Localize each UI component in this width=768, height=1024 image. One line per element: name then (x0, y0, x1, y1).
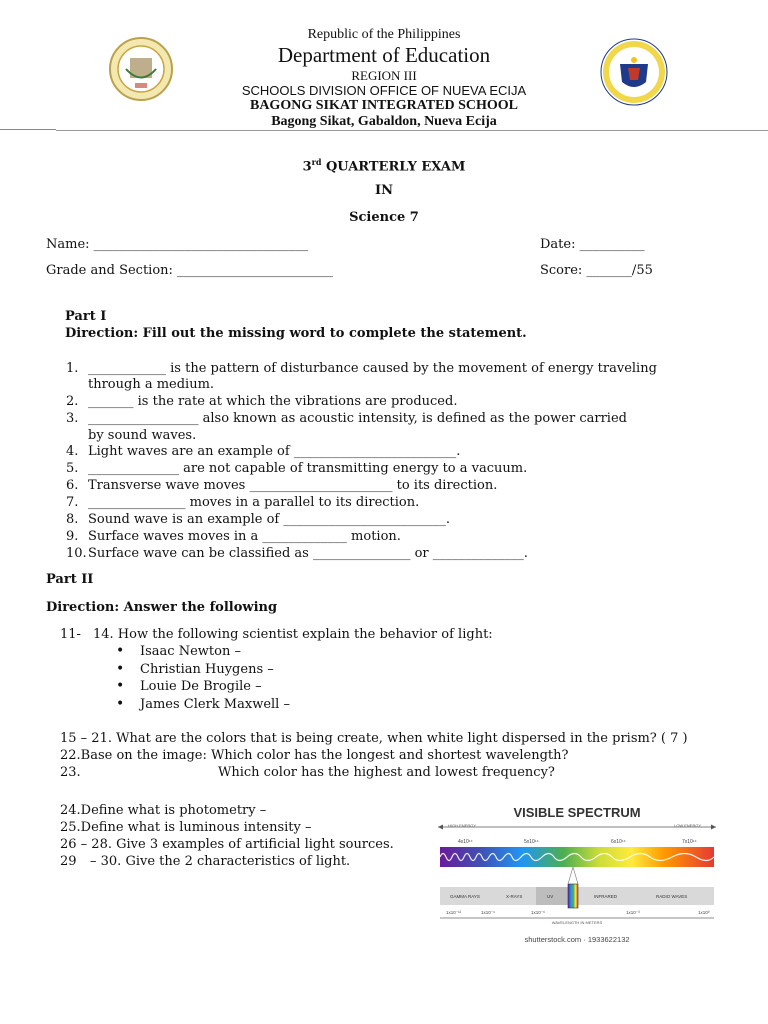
date-field[interactable]: Date: __________ (540, 237, 645, 252)
header-divider (0, 129, 56, 130)
question-11-14: 14. How the following scientist explain the behavior of light: (93, 627, 493, 642)
part1-direction: Direction: Fill out the missing word to complete the statement. (65, 326, 527, 341)
list-item: _______ is the rate at which the vibrations are produced. (88, 394, 458, 409)
republic-header: Republic of the Philippines (307, 27, 461, 42)
scientist-list (116, 644, 290, 714)
item-number: 8. (66, 512, 79, 527)
item-number: 9. (66, 529, 79, 544)
score-field[interactable]: Score: _______/55 (540, 263, 653, 278)
item-number: 5. (66, 461, 79, 476)
region-label: REGION III (351, 68, 417, 83)
axis-label: WAVELENGTH IN METERS (551, 920, 603, 925)
tick-label: 1x10⁰ (698, 910, 710, 915)
item-number: 7. (66, 495, 79, 510)
list-item: ______________ are not capable of transmitting energy to a vacuum. (88, 461, 528, 476)
list-item: • James Clerk Maxwell – (116, 697, 290, 715)
school-address: Bagong Sikat, Gabaldon, Nueva Ecija (271, 114, 497, 129)
list-item: • Louie De Brogile – (116, 679, 290, 697)
question-26-28: 26 – 28. Give 3 examples of artificial light sources. (60, 837, 394, 852)
part2-direction: Direction: Answer the following (46, 600, 278, 615)
tick-label: 5x10¹⁴ (524, 839, 539, 845)
question-25: 25.Define what is luminous intensity – (60, 820, 312, 835)
tick-label: 7x10¹⁴ (682, 839, 697, 845)
item-number: 4. (66, 444, 79, 459)
item-number: 6. (66, 478, 79, 493)
tick-label: 1x10⁻⁶ (531, 910, 545, 915)
part1-title: Part I (65, 309, 107, 324)
part2-title: Part II (46, 572, 94, 587)
question-number: 29 (60, 854, 77, 869)
department-title: Department of Education (277, 43, 491, 67)
high-energy-label: HIGH ENERGY (448, 823, 477, 828)
item-number: 1. (66, 361, 79, 376)
item-number: 2. (66, 394, 79, 409)
band-label: X-RAYS (506, 894, 523, 899)
item-number: 3. (66, 411, 79, 426)
tick-label: 6x10¹⁴ (611, 839, 626, 845)
question-number: 11- (60, 627, 81, 642)
band-label: UV (547, 894, 554, 899)
list-item: • Christian Huygens – (116, 662, 290, 680)
list-item: Surface waves moves in a _____________ motion. (88, 529, 401, 544)
tick-label: 1x10⁻⁹ (481, 910, 496, 915)
exam-title: 3rd QUARTERLY EXAM (302, 157, 466, 175)
list-item: Transverse wave moves ______________________ to its direction. (88, 478, 498, 493)
list-item: Sound wave is an example of _________________________. (88, 512, 451, 527)
tick-label: 1x10⁻³ (626, 910, 640, 915)
list-item: _________________ also known as acoustic intensity, is defined as the power carried (88, 411, 627, 426)
list-item: Surface wave can be classified as _______________ or ______________. (88, 546, 528, 561)
band-label: RADIO WAVES (656, 894, 688, 899)
item-number: 10. (66, 546, 87, 561)
tick-label: 4x10¹⁴ (458, 839, 473, 845)
list-item: ____________ is the pattern of disturbance caused by the movement of energy traveling (88, 361, 657, 376)
list-item: • Isaac Newton – (116, 644, 290, 662)
band-label: INFRARED (594, 894, 618, 899)
list-item-continuation: through a medium. (88, 377, 215, 392)
question-29-30: – 30. Give the 2 characteristics of light. (90, 854, 351, 869)
question-15-21: 15 – 21. What are the colors that is being create, when white light dispersed in the prism? ( 7 ) (60, 731, 688, 746)
question-number: 23. (60, 765, 81, 780)
division-label: SCHOOLS DIVISION OFFICE OF NUEVA ECIJA (241, 83, 527, 98)
image-credit: shutterstock.com · 1933622132 (524, 935, 630, 944)
question-22: 22.Base on the image: Which color has the longest and shortest wavelength? (60, 748, 569, 763)
question-23: Which color has the highest and lowest frequency? (218, 765, 555, 780)
school-name: BAGONG SIKAT INTEGRATED SCHOOL (249, 98, 518, 113)
list-item: Light waves are an example of _________________________. (88, 444, 461, 459)
grade-section-field[interactable]: Grade and Section: ________________________ (46, 263, 334, 278)
exam-in-label: IN (375, 183, 393, 198)
spectrum-title: VISIBLE SPECTRUM (513, 805, 641, 820)
band-label: GAMMA RAYS (450, 894, 480, 899)
low-energy-label: LOW ENERGY (674, 823, 702, 828)
tick-label: 1x10⁻¹² (446, 910, 462, 915)
visible-slice (568, 884, 578, 908)
question-24: 24.Define what is photometry – (60, 803, 267, 818)
name-field[interactable]: Name: _________________________________ (46, 237, 309, 252)
list-item-continuation: by sound waves. (88, 428, 197, 443)
exam-subject: Science 7 (349, 210, 419, 225)
visible-spectrum-figure (436, 801, 718, 949)
header-divider-line (56, 130, 768, 131)
list-item: _______________ moves in a parallel to its direction. (88, 495, 420, 510)
